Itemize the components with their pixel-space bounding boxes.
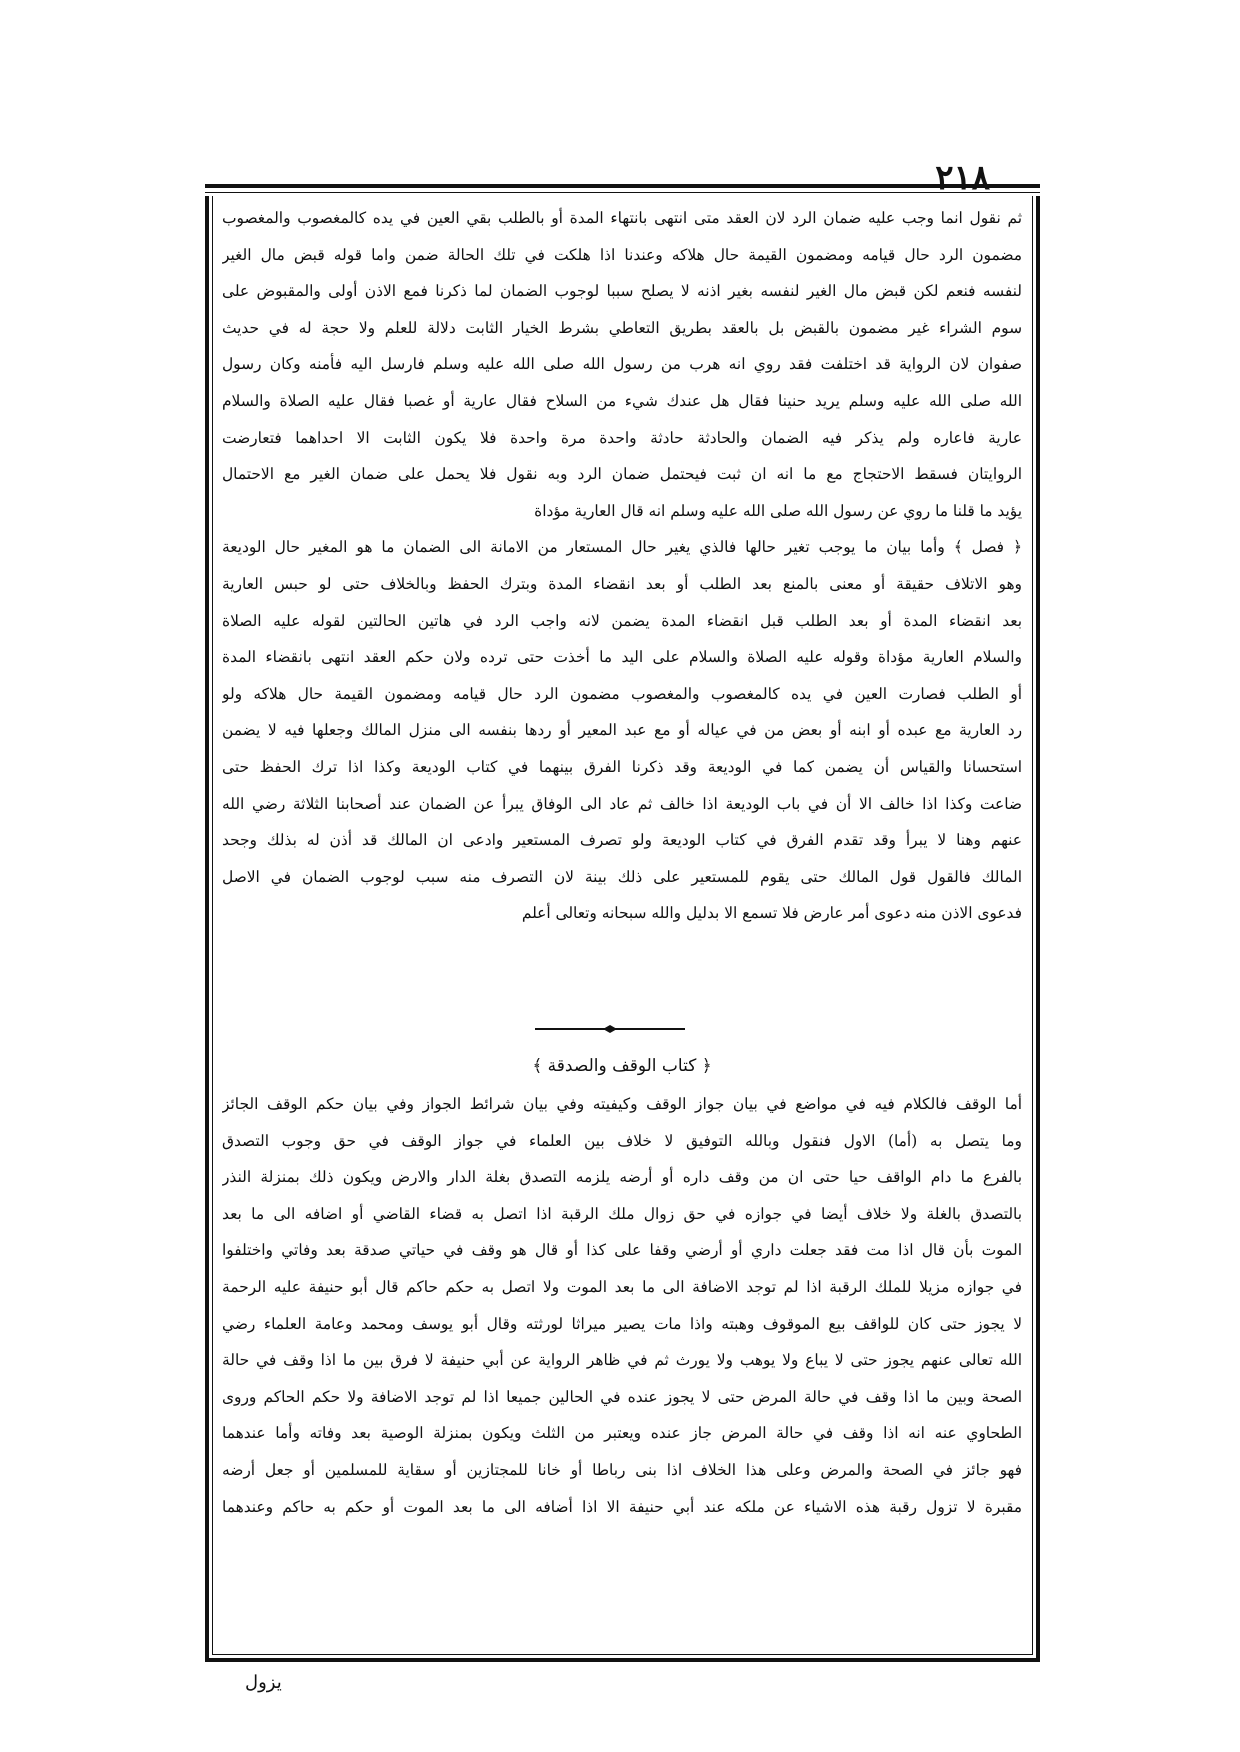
text-line: الطحاوي عنه انه اذا وقف في حالة المرض جاز عنده ويعتبر من الثلث ويكون بمنزلة الوصية بعد وفاته وأما عندهما	[222, 1424, 1022, 1443]
text-line: مضمون الرد حال قيامه ومضمون القيمة حال هلاكه وعندنا اذا هلكت في تلك الحالة ضمن واما قوله قبض مال الغير	[222, 245, 1022, 264]
text-line: والسلام العارية مؤداة وقوله عليه الصلاة والسلام على اليد ما أخذت حتى ترده ولان حكم العقد انتهى بانقضاء المدة	[222, 648, 1022, 667]
text-line: وما يتصل به (أما) الاول فنقول وبالله التوفيق لا خلاف بين العلماء في جواز الوقف في حق وجوب التصدق	[222, 1131, 1022, 1150]
text-line: صفوان لان الرواية قد اختلفت فقد روي انه هرب من رسول الله صلى الله عليه وسلم فارسل اليه فأمنه وكان رسول	[222, 355, 1022, 374]
text-line: سوم الشراء غير مضمون بالقبض بل بالعقد بطريق التعاطي بشرط الخيار الثابت دلالة للعلم ولا حجة له في حديث	[222, 318, 1022, 337]
text-line: بعد انقضاء المدة أو بعد الطلب قبل انقضاء المدة يضمن لانه واجب الرد في هاتين الحالتين لقوله عليه الصلاة	[222, 611, 1022, 630]
page-number: ٢١٨	[935, 158, 990, 198]
text-line: ثم نقول انما وجب عليه ضمان الرد لان العقد متى انتهى بانتهاء المدة أو بالطلب بقي العين في يده كالمغصوب والمغصوب	[222, 209, 1022, 227]
section-a-text	[222, 200, 1022, 932]
text-line: مقبرة لا تزول رقبة هذه الاشياء عن ملكه عند أبي حنيفة الا اذا أضافه الى ما بعد الموت أو حكم به حاكم وعندهما	[222, 1497, 1022, 1516]
text-line: عارية فاعاره ولم يذكر فيه الضمان والحادثة حادثة واحدة مرة واحدة فلا يكون الثابت الا احداهما فتعارضت	[222, 428, 1022, 447]
section-divider-ornament	[535, 1024, 685, 1034]
text-line: فدعوى الاذن منه دعوى أمر عارض فلا تسمع الا بدليل والله سبحانه وتعالى أعلم	[521, 904, 1022, 923]
frame-top-thick-rule	[205, 184, 1040, 188]
text-line: المالك فالقول قول المالك حتى يقوم للمستعير على ذلك بينة لان التصرف منه سبب لوجوب الضمان في الاصل	[222, 867, 1022, 886]
text-line: عنهم وهنا لا يبرأ وقد تقدم الفرق في كتاب الوديعة ولو تصرف المستعير وادعى ان المالك قد أذن له بذلك وجحد	[222, 831, 1022, 850]
text-line: الله تعالى عنهم يجوز حتى لا يباع ولا يوهب ولا يورث ثم في ظاهر الرواية عن أبي حنيفة لا فرق بين ما اذا وقف في حالة	[222, 1351, 1022, 1370]
text-line: رد العارية مع عبده أو ابنه أو بعض من في عياله أو مع عبد المعير أو ردها بنفسه الى منزل المالك وجعلها فيه لا يضمن	[222, 721, 1022, 740]
text-line: الصحة وبين ما اذا وقف في حالة المرض حتى لا يجوز عنده في الحالين جميعا اذا لم توجد الاضافة ولا حكم الحاكم وروى	[222, 1387, 1022, 1406]
text-line: الله صلى الله عليه وسلم يريد حنينا فقال هل عندك شيء من السلاح فقال عارية أو غصبا فقال عليه الصلاة والسلام	[222, 391, 1022, 410]
text-line: بالفرع ما دام الواقف حيا حتى ان من وقف داره أو أرضه يلزمه التصدق بغلة الدار والارض ويكون ذلك بمنزلة النذر	[222, 1168, 1022, 1187]
frame-top-thin-rule	[205, 192, 1040, 193]
text-line: الموت بأن قال اذا مت فقد جعلت داري أو أرضي وقفا على كذا أو قال هو وقف في حياتي صدقة بعد وفاتي واختلفوا	[222, 1241, 1022, 1260]
catchword: يزول	[245, 1672, 282, 1693]
text-line: الروايتان فسقط الاحتجاج مع ما انه ان ثبت فيحتمل ضمان الرد وبه نقول فلا يحمل على ضمان الغير مع الاحتمال	[222, 465, 1022, 484]
text-line: في جوازه مزيلا للملك الرقبة اذا لم توجد الاضافة الى ما بعد الموت ولا اتصل به حكم حاكم قال أبو حنيفة عليه الرحمة	[222, 1277, 1022, 1296]
text-line: ضاعت وكذا اذا خالف الا أن في باب الوديعة اذا خالف ثم عاد الى الوفاق يبرأ عن الضمان عند أصحابنا الثلاثة رضي الله	[222, 794, 1022, 813]
text-line: أو الطلب فصارت العين في يده كالمغصوب والمغصوب مضمون الرد حال قيامه ومضمون القيمة حال هلاكه ولو	[222, 684, 1022, 703]
text-line: بالتصدق بالغلة ولا خلاف أيضا في جوازه في حق زوال ملك الرقبة اذا اتصل به قضاء القاضي أو اضافه الى ما بعد	[222, 1204, 1022, 1223]
text-line: ﴿ فصل ﴾ وأما بيان ما يوجب تغير حالها فالذي يغير حال المستعار من الامانة الى الضمان ما هو المغير حال الوديعة	[222, 538, 1022, 557]
text-line: فهو جائز في الصحة والمرض وعلى هذا الخلاف اذا بنى رباطا أو خانا للمجتازين أو سقاية للمسلمين أو جعل أرضه	[222, 1460, 1022, 1479]
text-line: استحسانا والقياس أن يضمن كما في الوديعة وقد ذكرنا الفرق بينهما في كتاب الوديعة وكذا اذا ترك الحفظ حتى	[222, 757, 1022, 776]
text-line: لا يجوز حتى كان للواقف بيع الموقوف وهبته واذا مات يصير ميراثا لورثته وقال أبو يوسف ومحمد وعامة العلماء رضي	[222, 1314, 1022, 1333]
text-line: أما الوقف فالكلام فيه في مواضع في بيان جواز الوقف وكيفيته وفي بيان شرائط الجواز وفي بيان حكم الوقف الجائز	[222, 1095, 1022, 1113]
section-b-text	[222, 1086, 1022, 1525]
chapter-heading: ﴿ كتاب الوقف والصدقة ﴾	[532, 1056, 712, 1076]
text-line: وهو الاتلاف حقيقة أو معنى بالمنع بعد الطلب أو بعد انقضاء المدة وبترك الحفظ وبالخلاف حتى لو حبس العارية	[222, 574, 1022, 593]
text-line: يؤيد ما قلنا ما روي عن رسول الله صلى الله عليه وسلم انه قال العارية مؤداة	[534, 501, 1022, 520]
text-line: لنفسه فنعم لكن قبض مال الغير لنفسه بغير اذنه لا يصلح سببا لوجوب الضمان لما ذكرنا فمع الاذن أولى والمقبوض على	[222, 282, 1022, 301]
